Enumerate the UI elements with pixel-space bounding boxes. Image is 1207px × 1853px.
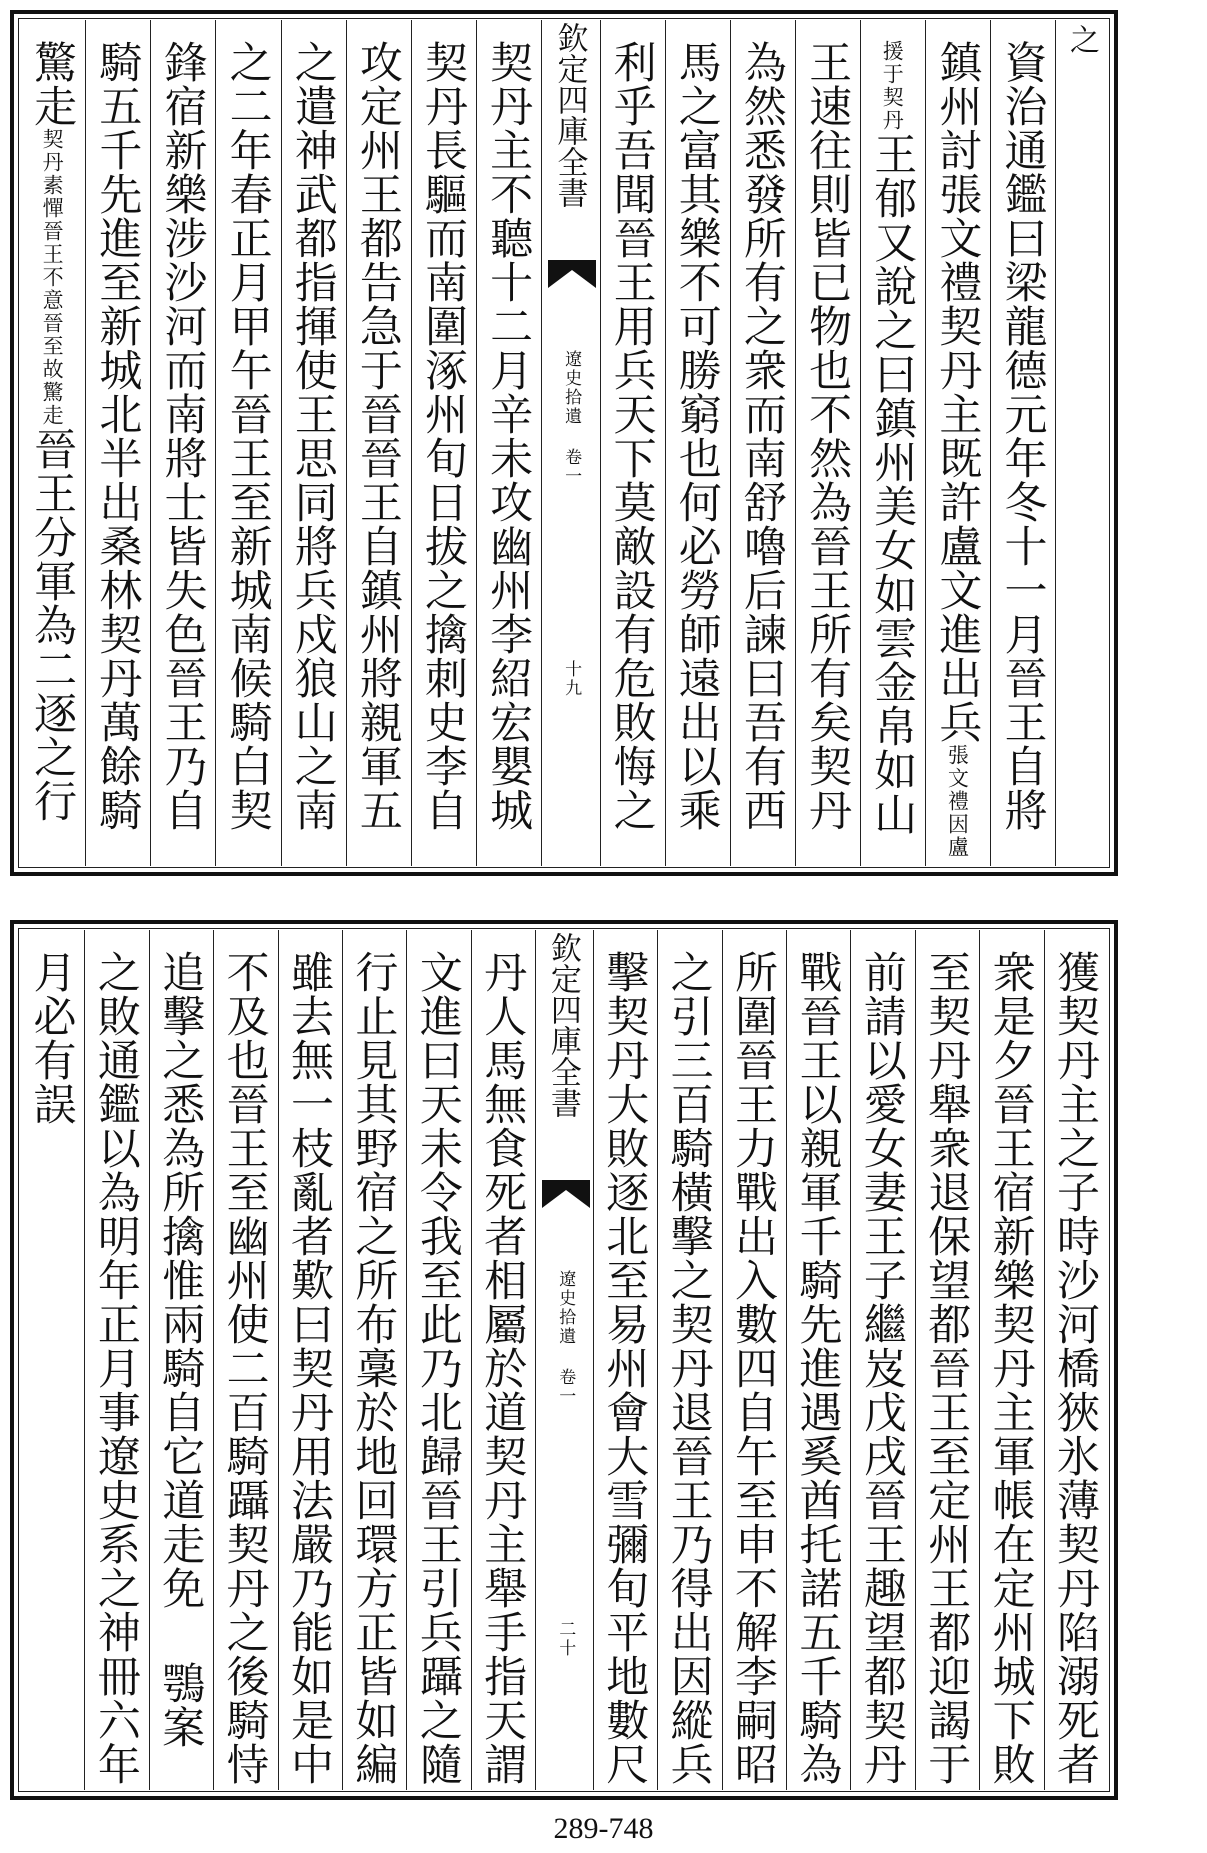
page-number-footer: 289-748: [553, 1812, 654, 1845]
top-column-14: 騎五千先進至新城北半出桑林契丹萬餘騎: [85, 20, 150, 866]
top-center-subtitle: 遼史拾遺 卷一: [561, 350, 582, 486]
top-column-1: 資治通鑑曰梁龍德元年冬十一月晉王自將: [990, 20, 1055, 866]
top-column-5: 為然悉發所有之衆而南舒嚕后諫曰吾有西: [730, 20, 795, 866]
bottom-fishtail-mark-icon: [542, 1180, 590, 1208]
bottom-column-14: 追擊之悉為所擒惟兩騎自它道走免 鶚案: [149, 930, 213, 1790]
bottom-column-5: 戰晉王以親軍千騎先進遇奚酋托諾五千騎為: [786, 930, 850, 1790]
top-column-2-annotation: 張文禮因盧: [945, 744, 970, 859]
bottom-center-folio: 二十: [555, 1620, 576, 1658]
bottom-page: [10, 920, 1118, 1800]
bottom-column-3: 至契丹舉衆退保望都晉王至定州王都迎謁于: [915, 930, 979, 1790]
top-column-3: [860, 20, 925, 866]
top-center-margin: [541, 20, 599, 866]
top-center-title: 欽定四庫全書: [551, 22, 588, 208]
bottom-center-subtitle: 遼史拾遺 卷一: [555, 1270, 576, 1406]
top-column-15-annotation: 契丹素憚晉王不意晉至故驚走: [40, 128, 65, 427]
top-column-7: 利乎吾聞晉王用兵天下莫敵設有危敗悔之: [600, 20, 665, 866]
bottom-column-15: 之敗通鑑以為明年正月事遼史系之神冊六年: [84, 930, 148, 1790]
bottom-column-8: 擊契丹大敗逐北至易州會大雪彌旬平地數尺: [593, 930, 657, 1790]
top-column-15-text-a: 驚走: [27, 40, 78, 128]
top-column-15-text-b: 晉王分軍為二逐之行: [27, 427, 78, 823]
top-column-12: 之二年春正月甲午晉王至新城南候騎白契: [215, 20, 280, 866]
top-column-15: [20, 20, 85, 866]
top-column-13: 鋒宿新樂涉沙河而南將士皆失色晉王乃自: [150, 20, 215, 866]
bottom-column-10: 文進曰天未令我至此乃北歸晉王引兵躡之隨: [406, 930, 470, 1790]
bottom-column-13: 不及也晉王至幽州使二百騎躡契丹之後騎恃: [213, 930, 277, 1790]
bottom-column-2: 衆是夕晉王宿新樂契丹主軍帳在定州城下敗: [979, 930, 1043, 1790]
bottom-column-1: 獲契丹主之子時沙河橋狹氷薄契丹陷溺死者: [1044, 930, 1108, 1790]
top-column-8: 契丹主不聽十二月辛未攻幽州李紹宏嬰城: [476, 20, 541, 866]
top-column-3-text: 王郁又說之曰鎮州美女如雲金帛如山: [867, 132, 918, 836]
top-column-2: [925, 20, 990, 866]
top-column-9: 契丹長驅而南圍涿州旬日拔之擒刺史李自: [411, 20, 476, 866]
top-column-4: 王速往則皆已物也不然為晉王所有矣契丹: [795, 20, 860, 866]
top-fishtail-mark-icon: [548, 260, 596, 288]
bottom-column-16: 月必有誤: [26, 950, 77, 1126]
bottom-column-4: 前請以愛女妻王子繼岌戊戌晉王趣望都契丹: [850, 930, 914, 1790]
top-column-3-annotation: 援于契丹: [880, 40, 905, 132]
top-edge-fragment: 之: [1055, 20, 1108, 866]
bottom-column-12: 雖去無一枝亂者歎曰契丹用法嚴乃能如是中: [278, 930, 342, 1790]
bottom-center-margin: [535, 930, 593, 1790]
top-center-folio: 十九: [561, 660, 582, 698]
bottom-column-11: 行止見其野宿之所布稾於地回環方正皆如編: [342, 930, 406, 1790]
top-column-11: 之遣神武都指揮使王思同將兵戍狼山之南: [281, 20, 346, 866]
bottom-page-columns: [20, 930, 1108, 1790]
bottom-column-7: 之引三百騎橫擊之契丹退晉王乃得出因縱兵: [657, 930, 721, 1790]
top-column-2-text: 鎮州討張文禮契丹主既許盧文進出兵: [932, 40, 983, 744]
bottom-column-9: 丹人馬無食死者相屬於道契丹主舉手指天謂: [471, 930, 535, 1790]
top-page: [10, 10, 1118, 876]
bottom-column-6: 所圍晉王力戰出入數四自午至申不解李嗣昭: [722, 930, 786, 1790]
bottom-center-title: 欽定四庫全書: [544, 932, 581, 1118]
top-page-columns: [20, 20, 1108, 866]
top-column-6: 馬之富其樂不可勝窮也何必勞師遠出以乘: [665, 20, 730, 866]
top-column-10: 攻定州王都告急于晉晉王自鎮州將親軍五: [346, 20, 411, 866]
